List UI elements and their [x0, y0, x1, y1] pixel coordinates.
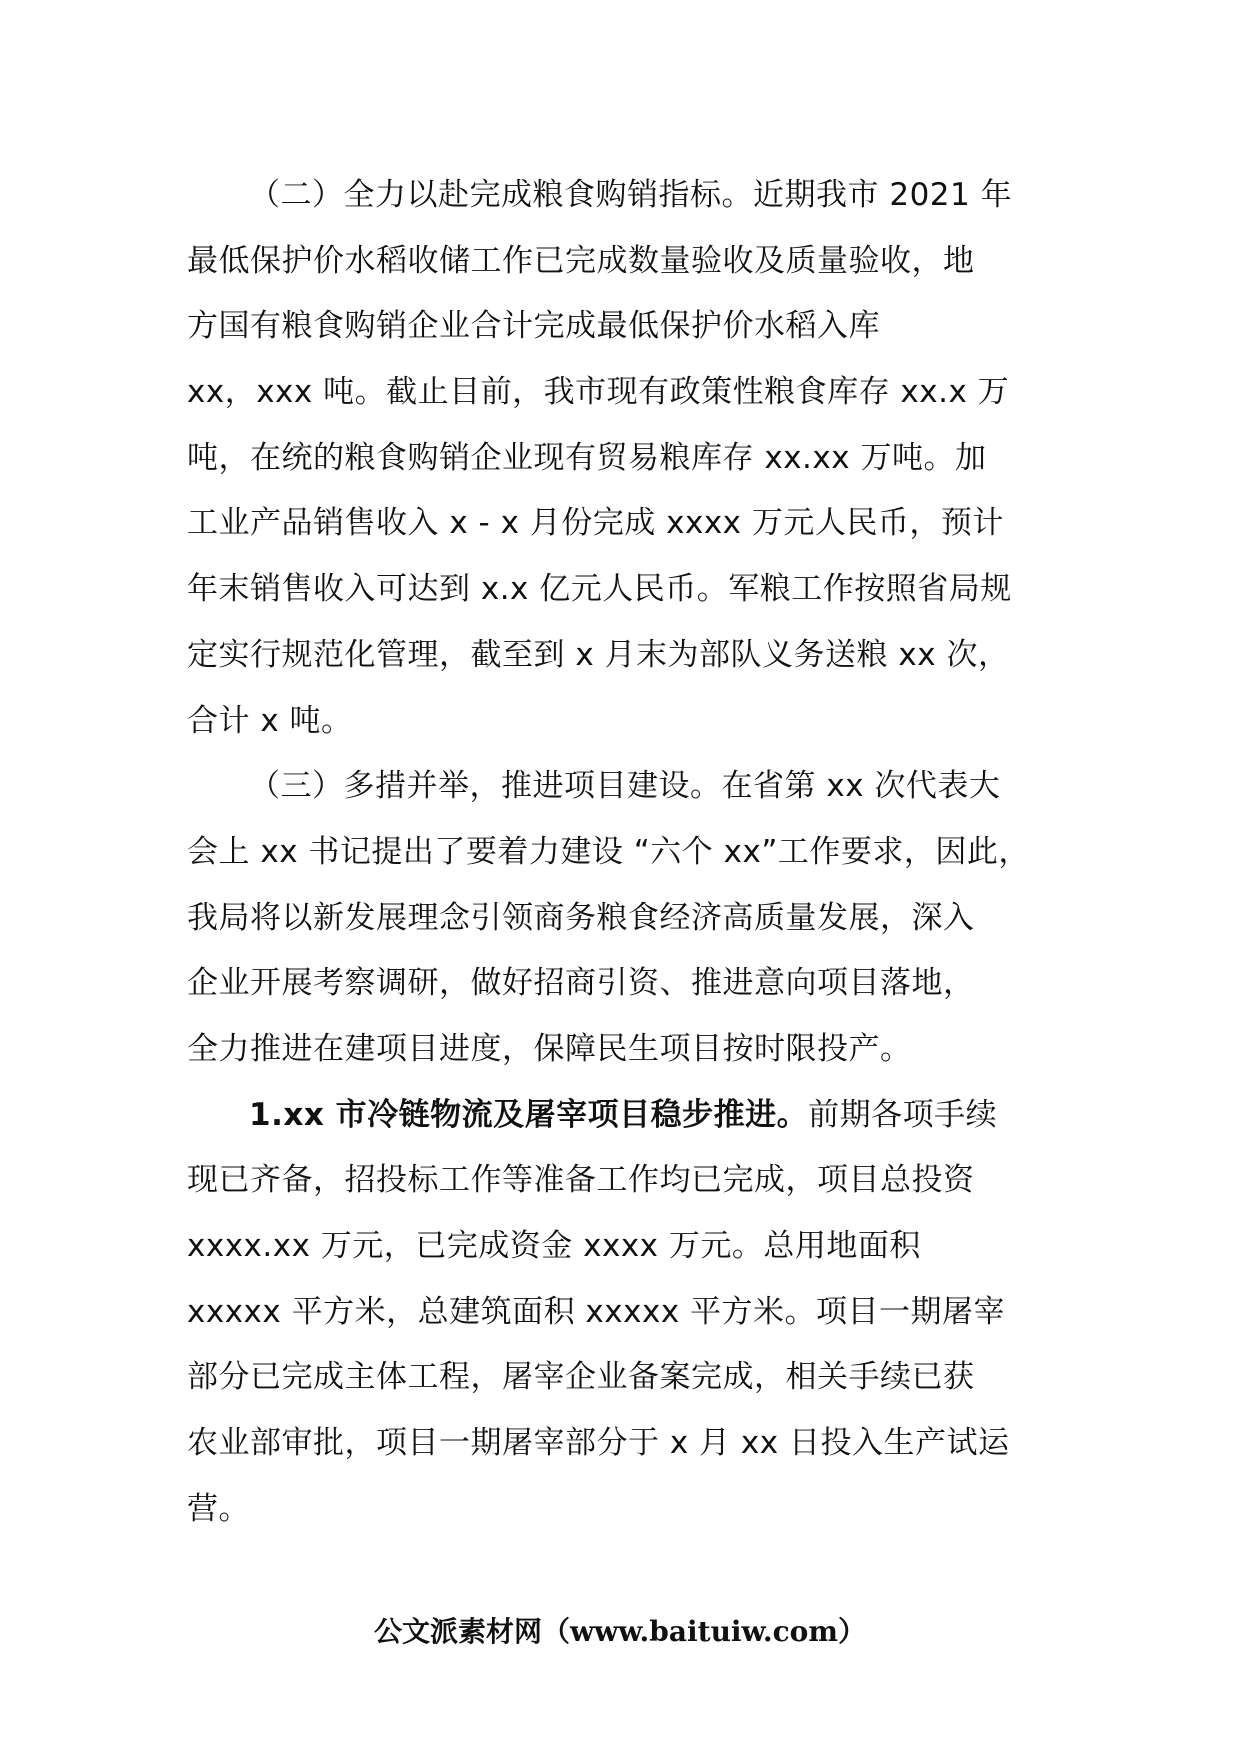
document-body	[187, 163, 1067, 1542]
item-1-line-4: xxxxx 平方米，总建筑面积 xxxxx 平方米。项目一期屠宰	[187, 1293, 1006, 1330]
item-1-line-1	[187, 1083, 1067, 1149]
footer-watermark: 公文派素材网（www.baituiw.com）	[374, 1615, 866, 1648]
item-1-heading: 1.xx 市冷链物流及屠宰项目稳步推进。	[249, 1096, 809, 1133]
paragraph-2-line-6: 工业产品销售收入 x - x 月份完成 xxxx 万元人民币，预计	[187, 505, 1004, 542]
item-1-line-2: 现已齐备，招投标工作等准备工作均已完成，项目总投资	[187, 1162, 975, 1199]
item-1-line-6: 农业部审批，项目一期屠宰部分于 x 月 xx 日投入生产试运	[187, 1425, 1010, 1462]
item-1-line-3: xxxx.xx 万元，已完成资金 xxxx 万元。总用地面积	[187, 1228, 921, 1264]
paragraph-2-line-4: xx，xxx 吨。截止目前，我市现有政策性粮食库存 xx.x 万	[187, 374, 1010, 411]
item-1-lead-text: 前期各项手续	[808, 1096, 998, 1133]
paragraph-2-line-8: 定实行规范化管理，截至到 x 月末为部队义务送粮 xx 次，	[187, 636, 1010, 673]
paragraph-3-line-4: 企业开展考察调研，做好招商引资、推进意向项目落地，	[187, 965, 975, 1002]
paragraph-2-line-1: （二）全力以赴完成粮食购销指标。近期我市 2021 年	[249, 177, 1013, 213]
item-1-line-7: 营。	[187, 1490, 250, 1527]
paragraph-3-line-3: 我局将以新发展理念引领商务粮食经济高质量发展，深入	[187, 899, 975, 936]
item-1-line-5: 部分已完成主体工程，屠宰企业备案完成，相关手续已获	[187, 1359, 975, 1396]
paragraph-2-line-5: 吨，在统的粮食购销企业现有贸易粮库存 xx.xx 万吨。加	[187, 439, 987, 476]
paragraph-2-line-3: 方国有粮食购销企业合计完成最低保护价水稻入库	[187, 308, 880, 345]
paragraph-2-line-9: 合计 x 吨。	[187, 702, 353, 739]
paragraph-3-line-5: 全力推进在建项目进度，保障民生项目按时限投产。	[187, 1030, 912, 1067]
paragraph-3-line-2: 会上 xx 书记提出了要着力建设 “六个 xx”工作要求，因此，	[187, 833, 1030, 870]
paragraph-3-line-1: （三）多措并举，推进项目建设。在省第 xx 次代表大	[249, 768, 1001, 805]
paragraph-2-line-2: 最低保护价水稻收储工作已完成数量验收及质量验收，地	[187, 242, 975, 279]
paragraph-2-line-7: 年末销售收入可达到 x.x 亿元人民币。军粮工作按照省局规	[187, 571, 1012, 608]
